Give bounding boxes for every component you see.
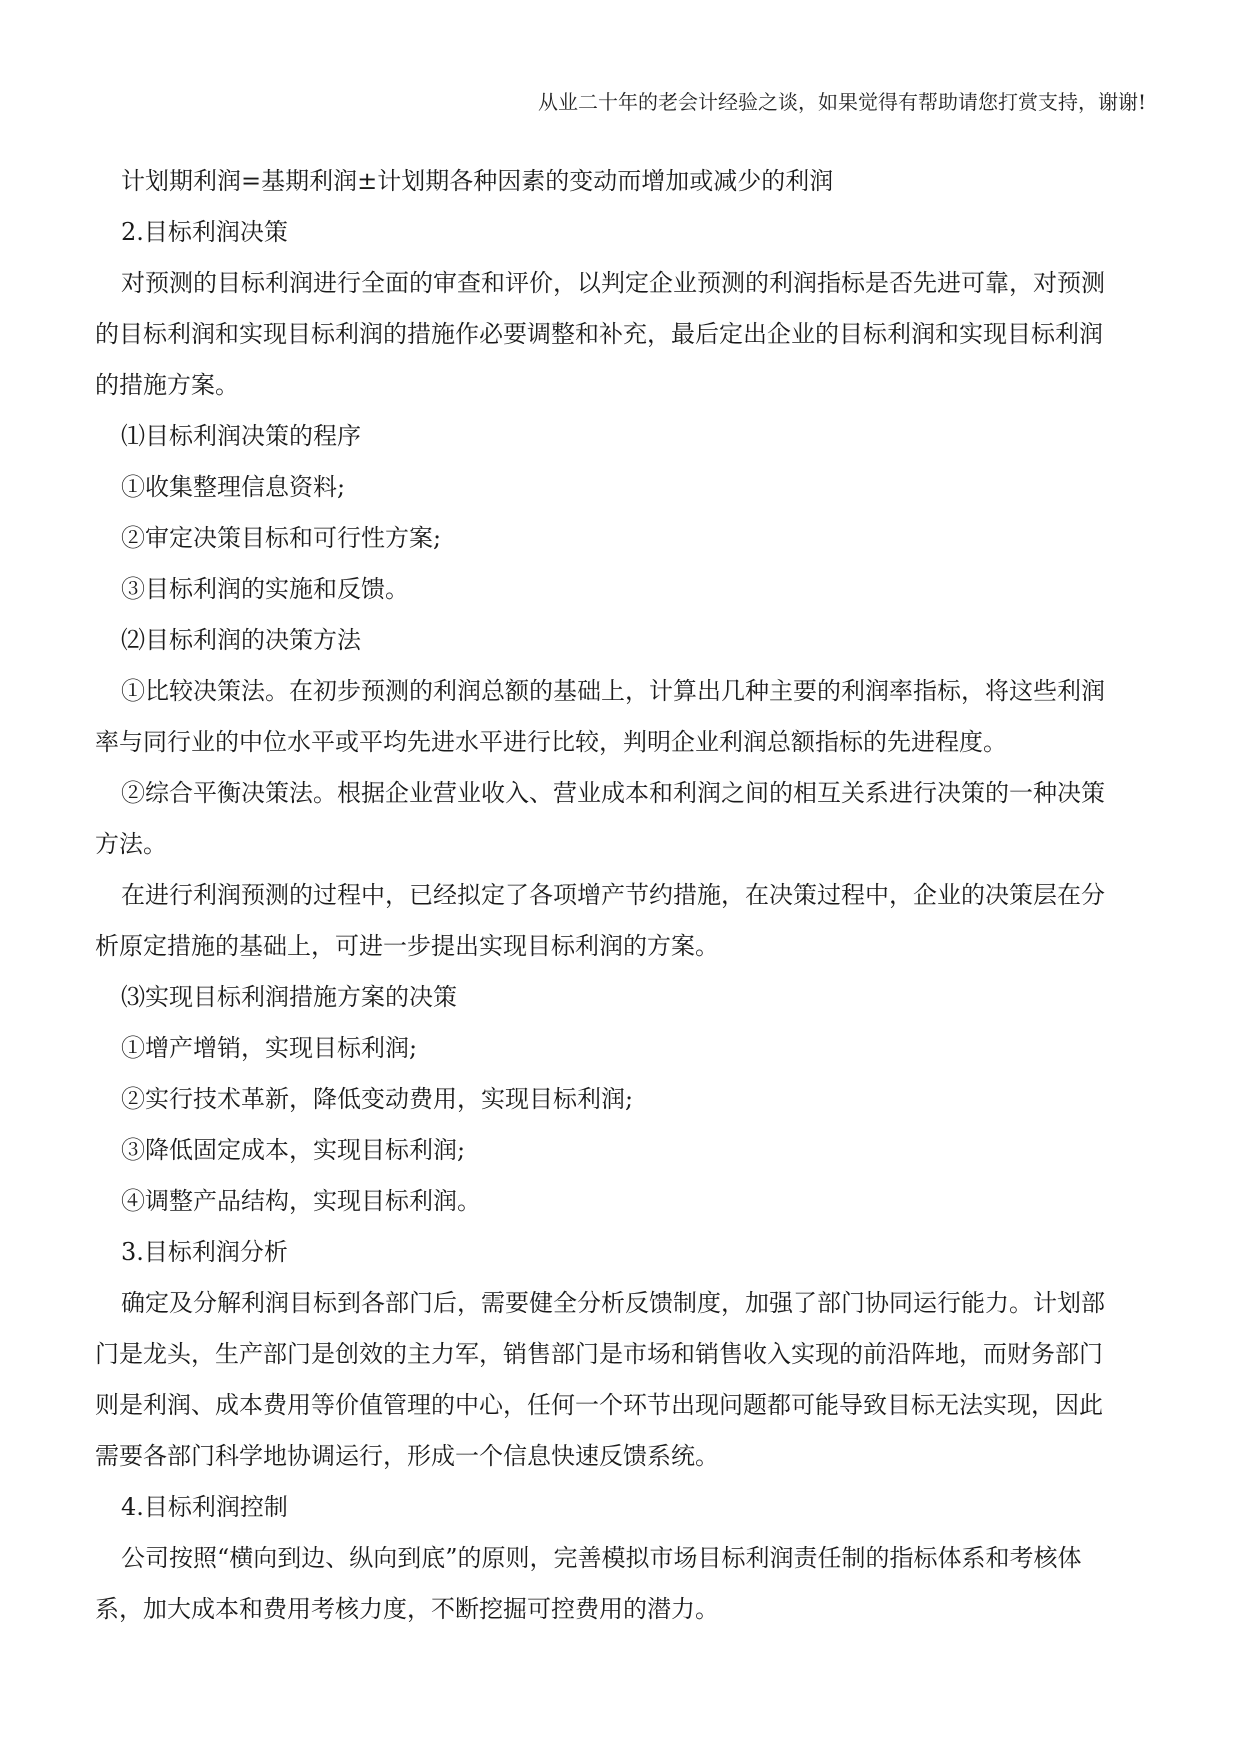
paragraph-line: 系，加大成本和费用考核力度，不断挖掘可控费用的潜力。 — [95, 1595, 719, 1623]
list-item: ①收集整理信息资料; — [121, 473, 346, 501]
paragraph-line: 在进行利润预测的过程中，已经拟定了各项增产节约措施，在决策过程中，企业的决策层在分 — [121, 881, 1105, 909]
paragraph-line: 的目标利润和实现目标利润的措施作必要调整和补充，最后定出企业的目标利润和实现目标利润 — [95, 320, 1103, 348]
paragraph-line: 方法。 — [95, 830, 167, 858]
document-body — [95, 156, 1145, 1635]
list-item: ②审定决策目标和可行性方案; — [121, 524, 442, 552]
list-item: ①比较决策法。在初步预测的利润总额的基础上，计算出几种主要的利润率指标，将这些利润 — [121, 677, 1105, 705]
subsection-heading: ⑵目标利润的决策方法 — [121, 626, 361, 654]
paragraph-line: 门是龙头，生产部门是创效的主力军，销售部门是市场和销售收入实现的前沿阵地，而财务部门 — [95, 1340, 1103, 1368]
page-header: 从业二十年的老会计经验之谈，如果觉得有帮助请您打赏支持，谢谢! — [537, 90, 1146, 114]
paragraph-line: 则是利润、成本费用等价值管理的中心，任何一个环节出现问题都可能导致目标无法实现，因此 — [95, 1391, 1103, 1419]
paragraph-line: 计划期利润=基期利润±计划期各种因素的变动而增加或减少的利润 — [121, 167, 834, 195]
paragraph-line: 率与同行业的中位水平或平均先进水平进行比较，判明企业利润总额指标的先进程度。 — [95, 728, 1007, 756]
list-item: ③降低固定成本，实现目标利润; — [121, 1136, 466, 1164]
paragraph-line: 需要各部门科学地协调运行，形成一个信息快速反馈系统。 — [95, 1442, 719, 1470]
subsection-heading: ⑶实现目标利润措施方案的决策 — [121, 983, 457, 1011]
list-item: ②综合平衡决策法。根据企业营业收入、营业成本和利润之间的相互关系进行决策的一种决策 — [121, 779, 1105, 807]
subsection-heading: ⑴目标利润决策的程序 — [121, 422, 361, 450]
list-item: ①增产增销，实现目标利润; — [121, 1034, 418, 1062]
section-heading: 4.目标利润控制 — [121, 1493, 288, 1521]
section-heading: 3.目标利润分析 — [121, 1238, 288, 1266]
section-heading: 2.目标利润决策 — [121, 218, 288, 246]
paragraph-line: 对预测的目标利润进行全面的审查和评价，以判定企业预测的利润指标是否先进可靠，对预测 — [121, 269, 1105, 297]
paragraph-line: 确定及分解利润目标到各部门后，需要健全分析反馈制度，加强了部门协同运行能力。计划部 — [121, 1289, 1105, 1317]
list-item: ②实行技术革新，降低变动费用，实现目标利润; — [121, 1085, 634, 1113]
paragraph-line: 公司按照“横向到边、纵向到底”的原则，完善模拟市场目标利润责任制的指标体系和考核体 — [121, 1544, 1082, 1572]
list-item: ③目标利润的实施和反馈。 — [121, 575, 409, 603]
paragraph-line: 析原定措施的基础上，可进一步提出实现目标利润的方案。 — [95, 932, 719, 960]
paragraph-line: 的措施方案。 — [95, 371, 239, 399]
list-item: ④调整产品结构，实现目标利润。 — [121, 1187, 481, 1215]
